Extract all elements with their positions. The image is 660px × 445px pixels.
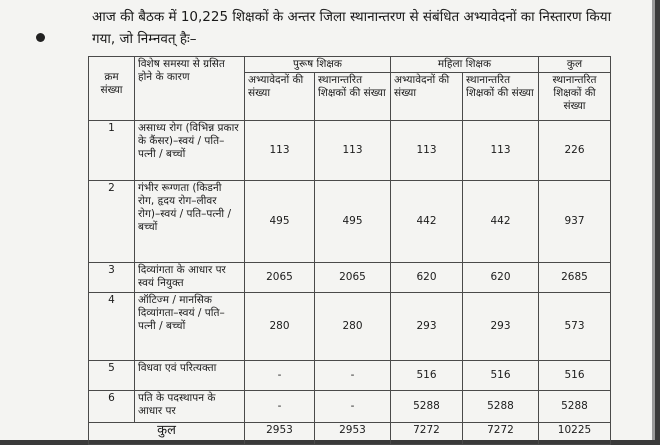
row-serial: 1 <box>89 121 135 181</box>
total-transferred: 5288 <box>539 391 611 423</box>
row-reason: दिव्यांगता के आधार पर स्वयं नियुक्त <box>135 263 245 293</box>
row-serial: 2 <box>89 181 135 263</box>
female-applications: 516 <box>391 361 463 391</box>
male-applications: 113 <box>245 121 315 181</box>
total-label: कुल <box>89 423 245 445</box>
header-serial: क्रम संख्या <box>89 57 135 121</box>
female-applications: 293 <box>391 293 463 361</box>
male-applications: 495 <box>245 181 315 263</box>
header-female-applications: अभ्यावेदनों की संख्या <box>391 73 463 121</box>
grand-total: 10225 <box>539 423 611 445</box>
female-applications: 5288 <box>391 391 463 423</box>
header-female-transferred: स्थानान्तरित शिक्षकों की संख्या <box>463 73 539 121</box>
total-transferred: 226 <box>539 121 611 181</box>
female-transferred: 5288 <box>463 391 539 423</box>
row-serial: 3 <box>89 263 135 293</box>
table-row <box>89 361 611 391</box>
male-applications: 280 <box>245 293 315 361</box>
male-applications: 2065 <box>245 263 315 293</box>
intro-paragraph: आज की बैठक में 10,225 शिक्षकों के अन्तर जिला स्थानान्तरण से संबंधित अभ्यावेदनों का निस्तारण किया गया, जो निम्नवत् हैः– <box>92 9 612 47</box>
header-male-transferred: स्थानान्तरित शिक्षकों की संख्या <box>315 73 391 121</box>
male-transferred: 280 <box>315 293 391 361</box>
male-transferred: 113 <box>315 121 391 181</box>
table-row <box>89 121 611 181</box>
female-transferred: 113 <box>463 121 539 181</box>
female-applications: 442 <box>391 181 463 263</box>
row-reason: पति के पदस्थापन के आधार पर <box>135 391 245 423</box>
male-transferred: - <box>315 391 391 423</box>
row-reason: असाध्य रोग (विभिन्न प्रकार के कैंसर)–स्वयं / पति–पत्नी / बच्चों <box>135 121 245 181</box>
header-reason: विशेष समस्या से ग्रसित होने के कारण <box>135 57 245 121</box>
row-serial: 6 <box>89 391 135 423</box>
female-applications: 620 <box>391 263 463 293</box>
header-male-group: पुरूष शिक्षक <box>245 57 391 73</box>
row-reason: गंभीर रूग्णता (किडनी रोग, हृदय रोग–लीवर रोग)–स्वयं / पति–पत्नी / बच्चों <box>135 181 245 263</box>
total-female-applications: 7272 <box>391 423 463 445</box>
row-serial: 4 <box>89 293 135 361</box>
header-female-group: महिला शिक्षक <box>391 57 539 73</box>
female-transferred: 516 <box>463 361 539 391</box>
female-transferred: 442 <box>463 181 539 263</box>
female-transferred: 620 <box>463 263 539 293</box>
bullet-point <box>36 33 45 42</box>
table-row <box>89 391 611 423</box>
total-row <box>89 423 611 445</box>
total-male-applications: 2953 <box>245 423 315 445</box>
total-transferred: 516 <box>539 361 611 391</box>
header-total-transferred: स्थानान्तरित शिक्षकों की संख्या <box>539 73 611 121</box>
male-applications: - <box>245 391 315 423</box>
row-reason: ऑटिज्म / मानसिक दिव्यांगता–स्वयं / पति–पत्नी / बच्चों <box>135 293 245 361</box>
total-female-transferred: 7272 <box>463 423 539 445</box>
row-reason: विधवा एवं परित्यक्ता <box>135 361 245 391</box>
table-row <box>89 293 611 361</box>
header-male-applications: अभ्यावेदनों की संख्या <box>245 73 315 121</box>
female-transferred: 293 <box>463 293 539 361</box>
header-row-group <box>89 57 611 73</box>
total-transferred: 937 <box>539 181 611 263</box>
row-serial: 5 <box>89 361 135 391</box>
table-row <box>89 181 611 263</box>
female-applications: 113 <box>391 121 463 181</box>
male-transferred: 2065 <box>315 263 391 293</box>
table-row <box>89 263 611 293</box>
total-male-transferred: 2953 <box>315 423 391 445</box>
male-transferred: - <box>315 361 391 391</box>
total-transferred: 2685 <box>539 263 611 293</box>
male-transferred: 495 <box>315 181 391 263</box>
header-total-group: कुल <box>539 57 611 73</box>
total-transferred: 573 <box>539 293 611 361</box>
transfer-table <box>88 56 611 445</box>
male-applications: - <box>245 361 315 391</box>
